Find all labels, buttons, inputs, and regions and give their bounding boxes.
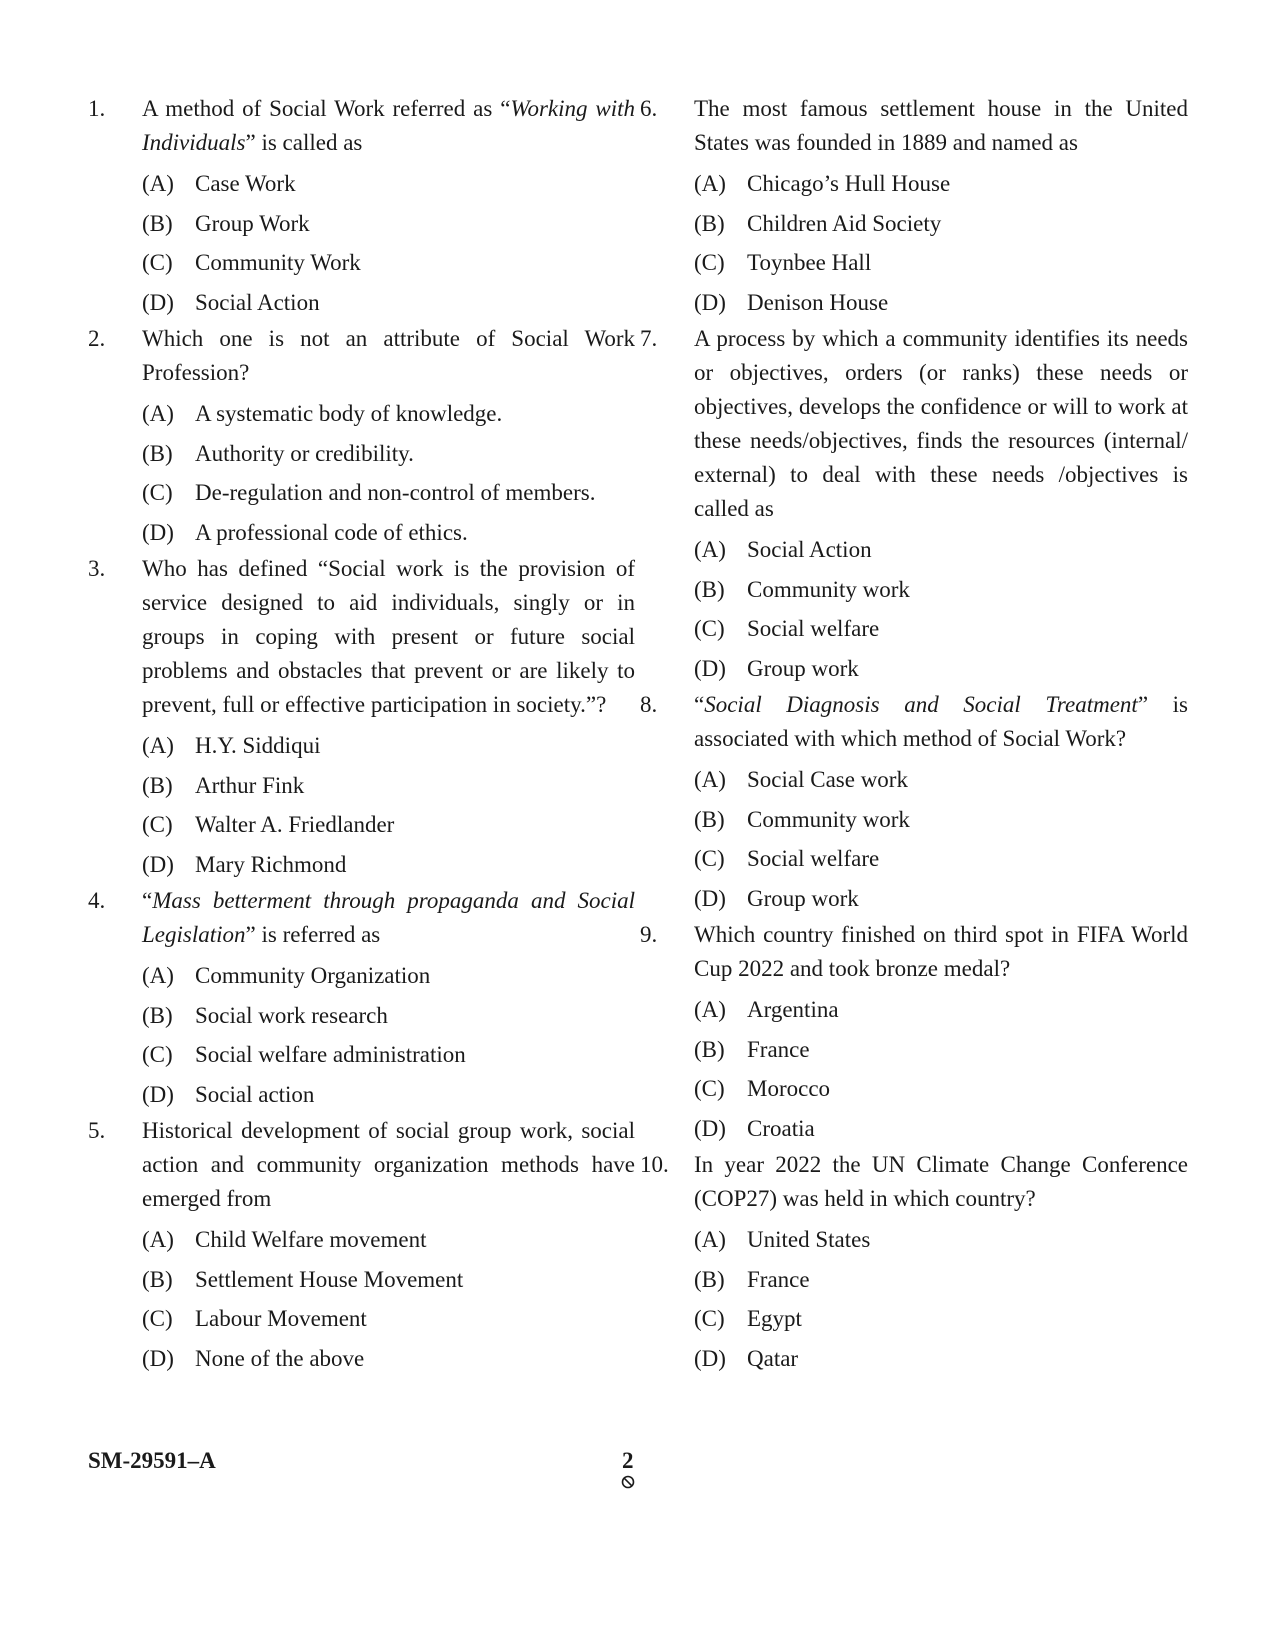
question-text [694,92,1188,160]
option-d[interactable] [694,1339,1188,1379]
option-text: De-regulation and non-control of members. [195,480,596,505]
option-text: Social Action [195,289,320,315]
question-text-part: “ [694,692,705,717]
option-label: (A) [142,171,174,196]
options-list [142,164,635,322]
option-d[interactable] [694,649,1188,689]
question-number: 1. [88,96,106,121]
option-b[interactable] [142,1260,635,1300]
question-6 [640,92,1188,322]
option-d[interactable] [142,1075,635,1115]
option-text: Settlement House Movement [195,1266,464,1292]
option-label: (C) [142,250,173,275]
option-text: Community Work [195,250,361,275]
question-3 [88,552,635,884]
question-text-part: A process by which a community identifies its needs or objectives, orders (or ranks) these needs or objectives, develops the confidence or will to work at these needs/objectives, finds the resources (internal/ external) to deal with these needs /objectives is called as [694,326,1188,521]
options-list [694,760,1188,918]
question-stem-row [640,1148,1188,1216]
option-text: Child Welfare movement [195,1227,427,1252]
question-number: 2. [88,326,106,351]
option-label: (D) [694,655,726,681]
option-text: Group Work [195,210,310,236]
options-list [694,530,1188,688]
option-c[interactable] [142,243,635,283]
question-number: 6. [640,96,658,121]
right-column [640,92,1188,1378]
option-text: Community work [747,806,910,832]
option-text: Group work [747,885,859,911]
option-label: (C) [142,812,173,837]
option-a[interactable] [142,726,635,766]
option-label: (C) [694,1076,725,1101]
option-b[interactable] [694,204,1188,244]
option-text: Children Aid Society [747,210,942,236]
option-text: A professional code of ethics. [195,519,468,545]
question-stem-row [88,1114,635,1216]
option-b[interactable] [694,570,1188,610]
question-9 [640,918,1188,1148]
option-label: (B) [142,1002,173,1028]
option-label: (D) [694,1345,726,1371]
option-label: (A) [142,1227,174,1252]
question-stem-row [640,322,1188,526]
option-label: (C) [694,250,725,275]
option-text: None of the above [195,1345,365,1371]
options-list [142,1220,635,1378]
question-text-part: ” is referred as [245,922,381,947]
option-label: (B) [694,1036,725,1062]
option-c[interactable] [142,1035,635,1075]
question-text-italic: Social Diagnosis and Social Treatment [704,692,1138,717]
option-text: Social Action [747,537,872,562]
question-text-part: ” is associated with which method of Social Work? [694,692,1188,751]
option-label: (C) [142,480,173,505]
option-label: (A) [142,963,174,988]
question-text-italic: Working with Individuals [142,96,636,155]
option-label: (A) [142,401,174,426]
option-text: Social welfare [747,846,880,871]
question-stem-row [88,884,635,952]
option-a[interactable] [694,760,1188,800]
question-text-part: Historical development of social group work, social action and community organization methods have emerged from [142,1118,635,1211]
option-c[interactable] [142,805,635,845]
option-label: (D) [694,289,726,315]
option-text: Social action [195,1081,315,1107]
question-5 [88,1114,635,1378]
question-text [142,92,635,160]
option-text: Labour Movement [195,1306,367,1331]
option-text: Group work [747,655,859,681]
option-label: (A) [694,767,726,792]
option-a[interactable] [142,164,635,204]
option-c[interactable] [694,609,1188,649]
option-text: Social welfare [747,616,880,641]
option-text: Morocco [747,1076,831,1101]
option-d[interactable] [694,879,1188,919]
option-d[interactable] [694,283,1188,323]
option-text: Argentina [747,997,839,1022]
option-label: (C) [142,1306,173,1331]
option-label: (B) [142,1266,173,1292]
option-b[interactable] [142,996,635,1036]
option-text: H.Y. Siddiqui [195,733,321,758]
option-a[interactable] [694,1220,1188,1260]
question-text-part: In year 2022 the UN Climate Change Conference (COP27) was held in which country? [694,1152,1188,1211]
option-a[interactable] [142,394,635,434]
option-d[interactable] [142,1339,635,1379]
question-text [694,322,1188,526]
option-d[interactable] [142,845,635,885]
option-text: Denison House [747,289,889,315]
option-c[interactable] [142,1299,635,1339]
option-label: (B) [142,772,173,798]
question-text-italic: Mass betterment through propaganda and Social Legislation [142,888,635,947]
left-column [88,92,635,1378]
question-stem-row [640,918,1188,986]
option-label: (D) [142,519,174,545]
question-text [142,884,635,952]
option-label: (C) [142,1042,173,1067]
option-text: Community Organization [195,963,431,988]
option-text: A systematic body of knowledge. [195,401,503,426]
option-label: (B) [694,806,725,832]
question-text [694,918,1188,986]
question-text-part: A method of Social Work referred as “ [142,96,511,121]
question-4 [88,884,635,1114]
option-text: Mary Richmond [195,851,347,877]
option-b[interactable] [694,1030,1188,1070]
option-label: (B) [694,210,725,236]
option-text: Social work research [195,1002,388,1028]
question-number: 10. [640,1152,669,1177]
option-c[interactable] [694,243,1188,283]
options-list [694,990,1188,1148]
option-text: Authority or credibility. [195,440,414,466]
question-text [142,1114,635,1216]
option-d[interactable] [142,513,635,553]
question-stem-row [88,552,635,722]
question-1 [88,92,635,322]
question-number: 3. [88,556,106,581]
option-label: (A) [694,997,726,1022]
option-a[interactable] [142,1220,635,1260]
option-text: Community work [747,576,910,602]
option-label: (D) [142,1081,174,1107]
option-label: (C) [694,846,725,871]
option-label: (C) [694,1306,725,1331]
options-list [694,164,1188,322]
question-text-part: Who has defined “Social work is the provision of service designed to aid individuals, singly or in groups in coping with present or future social problems and obstacles that prevent or are likely to prevent, full or effective participation in society.”? [142,556,635,717]
no-entry-circle-icon [621,1475,635,1489]
question-text-part: The most famous settlement house in the United States was founded in 1889 and named as [694,96,1188,155]
option-text: Social Case work [747,767,908,792]
question-stem-row [640,688,1188,756]
paper-code: SM-29591–A [88,1448,216,1473]
option-label: (A) [142,733,174,758]
option-d[interactable] [694,1109,1188,1149]
option-b[interactable] [142,204,635,244]
option-b[interactable] [142,434,635,474]
question-number: 4. [88,888,106,913]
option-text: Walter A. Friedlander [195,812,395,837]
option-d[interactable] [142,283,635,323]
question-text [142,322,635,390]
question-8 [640,688,1188,918]
question-stem-row [640,92,1188,160]
option-a[interactable] [694,990,1188,1030]
option-label: (D) [694,885,726,911]
options-list [142,956,635,1114]
question-text [694,688,1188,756]
question-text-part: “ [142,888,153,913]
question-number: 5. [88,1118,106,1143]
option-c[interactable] [694,839,1188,879]
question-text-part: ” is called as [245,130,363,155]
option-c[interactable] [142,473,635,513]
option-label: (A) [694,537,726,562]
question-10 [640,1148,1188,1378]
option-text: Egypt [747,1306,802,1331]
option-text: United States [747,1227,871,1252]
option-a[interactable] [694,530,1188,570]
question-stem-row [88,92,635,160]
option-text: Social welfare administration [195,1042,466,1067]
question-number: 9. [640,922,658,947]
option-label: (D) [142,1345,174,1371]
option-c[interactable] [694,1069,1188,1109]
option-label: (C) [694,616,725,641]
option-text: Qatar [747,1345,799,1371]
option-label: (B) [142,440,173,466]
option-b[interactable] [694,1260,1188,1300]
option-text: Toynbee Hall [747,250,872,275]
option-label: (B) [142,210,173,236]
question-text-part: Which country finished on third spot in FIFA World Cup 2022 and took bronze medal? [694,922,1188,981]
question-stem-row [88,322,635,390]
option-label: (B) [694,1266,725,1292]
option-label: (B) [694,576,725,602]
option-text: Arthur Fink [195,772,305,798]
question-text [142,552,635,722]
page-number: 2 [622,1448,634,1473]
question-7 [640,322,1188,688]
question-text [694,1148,1188,1216]
question-2 [88,322,635,552]
option-label: (A) [694,1227,726,1252]
option-label: (D) [142,851,174,877]
option-text: France [747,1266,810,1292]
option-b[interactable] [142,766,635,806]
option-text: Chicago’s Hull House [747,171,951,196]
question-text-part: Which one is not an attribute of Social Work Profession? [142,326,635,385]
option-label: (D) [694,1115,726,1141]
option-text: France [747,1036,810,1062]
options-list [142,726,635,884]
option-b[interactable] [694,800,1188,840]
question-number: 8. [640,692,658,717]
option-a[interactable] [142,956,635,996]
option-label: (D) [142,289,174,315]
options-list [694,1220,1188,1378]
option-a[interactable] [694,164,1188,204]
option-c[interactable] [694,1299,1188,1339]
option-text: Case Work [195,171,296,196]
options-list [142,394,635,552]
question-number: 7. [640,326,658,351]
option-text: Croatia [747,1115,815,1141]
option-label: (A) [694,171,726,196]
